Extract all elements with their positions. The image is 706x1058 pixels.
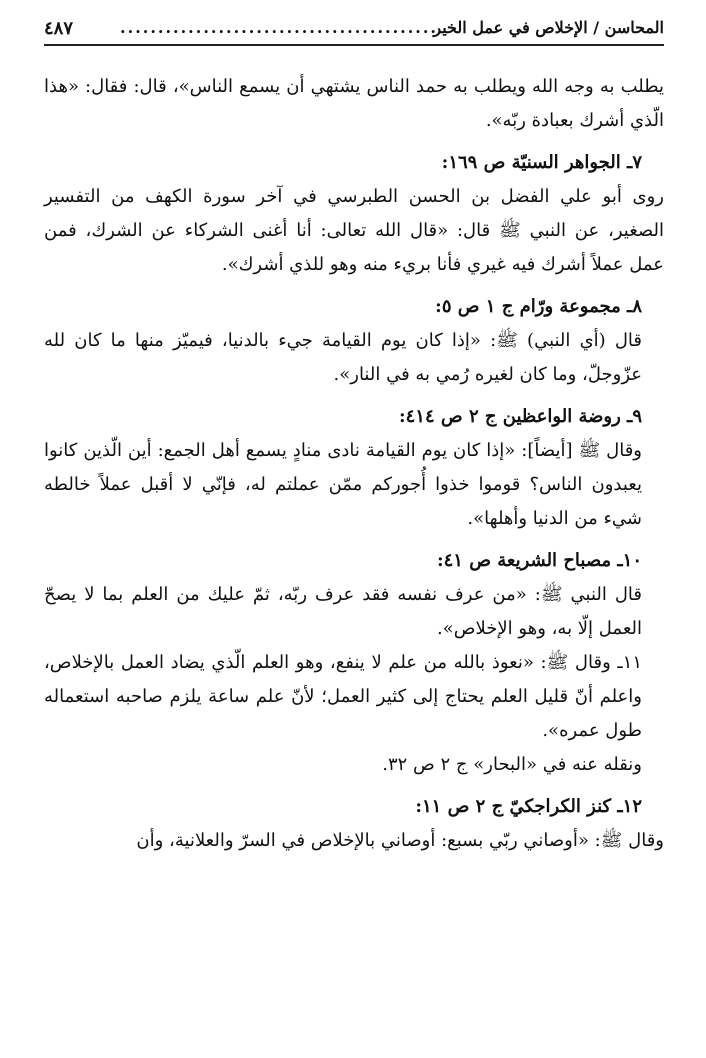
paragraph: وقال ﷺ: «أوصاني ربّي بسبع: أوصاني بالإخلاص في السرّ والعلانية، وأن [136,830,664,851]
section-heading: ٧ـ الجواهر السنيّة ص ١٦٩: [441,152,642,173]
paragraph: ونقله عنه في «البحار» ج ٢ ص ٣٢. [382,754,642,775]
running-header [44,10,664,46]
page-body [44,70,664,858]
header-leader-dots: .......................................... [120,18,438,37]
page-number: ٤٨٧ [44,18,74,39]
paragraph: قال (أي النبي) ﷺ: «إذا كان يوم القيامة جيء بالدنيا، فيميّز منها ما كان لله عزّوجلّ، وما كان لغيره رُمي به في النار». [44,330,642,385]
paragraph: ١١ـ وقال ﷺ: «نعوذ بالله من علم لا ينفع، وهو العلم الّذي يضاد العمل بالإخلاص، واعلم أنّ قليل العلم يحتاج إلى كثير العمل؛ لأنّ علم ساعة يلزم صاحبه استعماله طول عمره». [44,652,642,741]
section-heading: ١٠ـ مصباح الشريعة ص ٤١: [436,550,642,571]
section-heading: ٩ـ روضة الواعظين ج ٢ ص ٤١٤: [398,406,642,427]
paragraph: يطلب به وجه الله ويطلب به حمد الناس يشتهي أن يسمع الناس»، قال: فقال: «هذا الّذي أشرك بعبادة ربّه». [44,76,664,131]
paragraph: قال النبي ﷺ: «من عرف نفسه فقد عرف ربّه، ثمّ عليك من العلم بما لا يصحّ العمل إلّا به، وهو الإخلاص». [44,584,642,639]
header-title: المحاسن / الإخلاص في عمل الخير [433,18,664,37]
section-heading: ١٢ـ كنز الكراجكيّ ج ٢ ص ١١: [415,796,642,817]
section-heading: ٨ـ مجموعة ورّام ج ١ ص ٥: [435,296,642,317]
paragraph: روى أبو علي الفضل بن الحسن الطبرسي في آخر سورة الكهف من التفسير الصغير، عن النبي ﷺ قال: «قال الله تعالى: أنا أغنى الشركاء عن الشرك، فمن عمل عملاً أشرك فيه غيري فأنا بريء منه وهو للذي أشرك». [44,186,664,275]
paragraph: وقال ﷺ [أيضاً]: «إذا كان يوم القيامة نادى منادٍ يسمع أهل الجمع: أين الّذين كانوا يعبدون الناس؟ قوموا خذوا أُجوركم ممّن عملتم له، فإنّي لا أقبل عملاً خالطه شيء من الدنيا وأهلها». [44,440,642,529]
book-page [44,10,664,1050]
